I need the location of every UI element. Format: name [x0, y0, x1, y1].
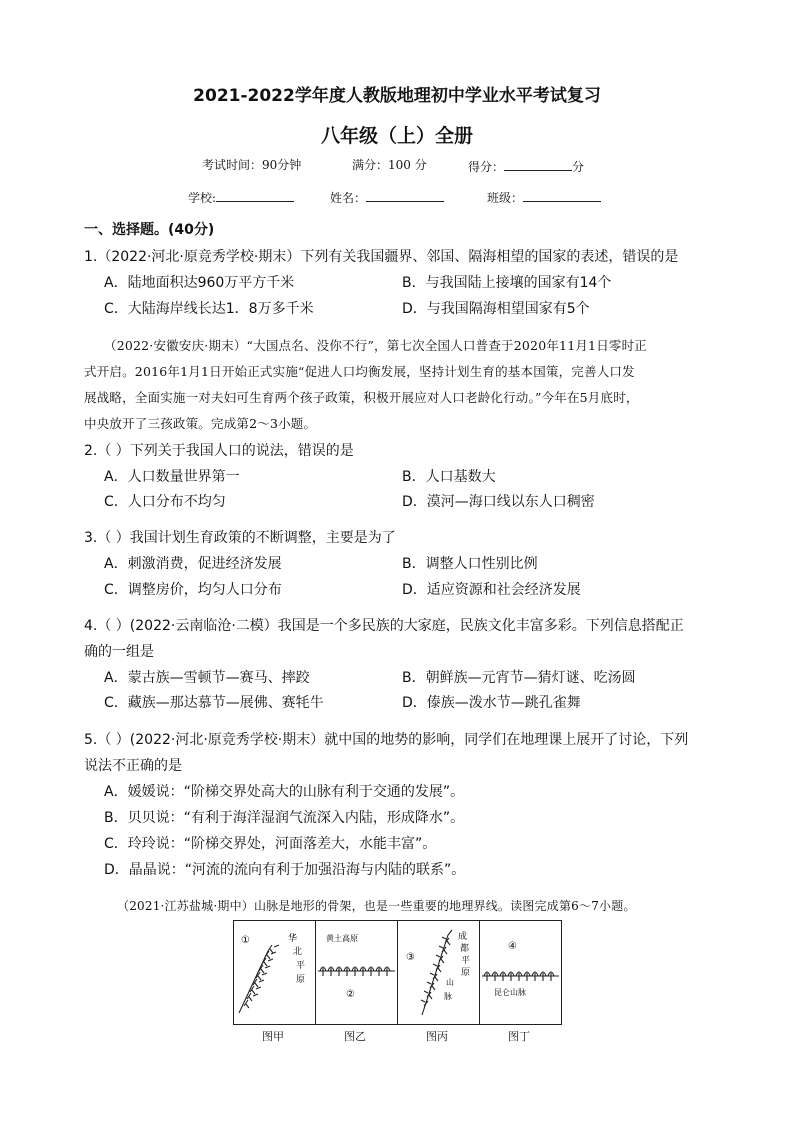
q3-stem: 3.（ ）我国计划生育政策的不断调整，主要是为了 — [84, 530, 396, 546]
caption-yi: 图乙 — [344, 1030, 366, 1043]
q3-option-d[interactable]: D．适应资源和社会经济发展 — [402, 582, 581, 598]
section-heading: 一、选择题。(40分) — [84, 222, 215, 238]
name-blank[interactable] — [366, 187, 444, 202]
panel-yi-number: ② — [346, 989, 355, 1000]
class-field — [487, 187, 601, 206]
q1-option-c[interactable]: C．大陆海岸线长达1．8万多千米 — [104, 301, 314, 317]
q1-option-b[interactable]: B．与我国陆上接壤的国家有14个 — [402, 275, 612, 291]
mountain-slope-drawing-bing — [398, 921, 479, 1024]
mountain-slope-drawing-yi — [316, 921, 397, 1024]
school-blank[interactable] — [216, 187, 294, 202]
q4-option-c[interactable]: C．藏族—那达慕节—展佛、赛牦牛 — [104, 695, 324, 711]
full-score: 满分：100 分 — [352, 158, 427, 172]
panel-bing-label-5: 山 — [446, 978, 454, 987]
score-blank[interactable] — [504, 156, 572, 171]
q5-stem-line1: 5.（ ）(2022·河北·原竞秀学校·期末）就中国的地势的影响，同学们在地理课上展开了讨论，下列 — [84, 732, 689, 748]
q1-option-a[interactable]: A．陆地面积达960万平方千米 — [104, 275, 295, 291]
panel-bing-label-4: 原 — [461, 968, 471, 978]
q5-option-a[interactable]: A．媛媛说：“阶梯交界处高大的山脉有利于交通的发展”。 — [104, 784, 465, 800]
school-label: 学校: — [188, 191, 217, 205]
figure-panel-jia — [233, 920, 316, 1025]
q2-option-c[interactable]: C．人口分布不均匀 — [104, 494, 226, 510]
panel-jia-label-3: 平 — [296, 961, 306, 971]
class-label: 班级： — [487, 191, 524, 205]
passage1-line3: 展战略，全面实施一对夫妇可生育两个孩子政策，积极开展应对人口老龄化行动。”今年在5月底时， — [84, 390, 639, 405]
exam-title: 2021-2022学年度人教版地理初中学业水平考试复习 — [193, 86, 601, 106]
name-label: 姓名： — [330, 191, 367, 205]
figure-panel-yi — [315, 920, 398, 1025]
q5-stem-line2: 说法不正确的是 — [84, 758, 182, 774]
q5-option-c[interactable]: C．玲玲说：“阶梯交界处，河面落差大，水能丰富”。 — [104, 836, 437, 852]
caption-jia: 图甲 — [262, 1030, 284, 1043]
panel-ding-label: 昆仑山脉 — [494, 988, 526, 997]
q2-option-a[interactable]: A．人口数量世界第一 — [104, 469, 240, 485]
caption-ding: 图丁 — [508, 1030, 530, 1043]
q1-stem: 1.（2022·河北·原竞秀学校·期末）下列有关我国疆界、邻国、隔海相望的国家的表述，错误的是 — [84, 249, 679, 265]
q3-option-a[interactable]: A．刺激消费，促进经济发展 — [104, 556, 282, 572]
mountain-slope-drawing-jia — [234, 921, 315, 1024]
panel-yi-label: 黄土高原 — [326, 934, 358, 943]
panel-bing-label-2: 都 — [460, 944, 470, 954]
class-blank[interactable] — [523, 187, 601, 202]
figure-panel-ding — [479, 920, 562, 1025]
q2-option-d[interactable]: D．漠河—海口线以东人口稠密 — [402, 494, 595, 510]
panel-jia-label-1: 华 — [288, 934, 298, 944]
q4-option-a[interactable]: A．蒙古族—雪顿节—赛马、摔跤 — [104, 670, 310, 686]
q5-option-d[interactable]: D．晶晶说：“河流的流向有利于加强沿海与内陆的联系”。 — [104, 862, 466, 878]
panel-jia-label-4: 原 — [296, 975, 306, 985]
panel-bing-number: ③ — [406, 952, 415, 963]
score-unit: 分 — [572, 160, 585, 174]
panel-bing-label-3: 平 — [461, 956, 471, 966]
q4-option-d[interactable]: D．傣族—泼水节—跳孔雀舞 — [402, 695, 581, 711]
school-field — [188, 187, 294, 206]
q1-option-d[interactable]: D．与我国隔海相望国家有5个 — [402, 301, 590, 317]
mountain-slope-drawing-ding — [480, 921, 561, 1024]
name-field — [330, 187, 444, 206]
passage1-line4: 中央放开了三孩政策。完成第2～3小题。 — [84, 416, 317, 431]
passage1-line1: （2022·安徽安庆·期末）“大国点名、没你不行”，第七次全国人口普查于2020年11月1日零时正 — [104, 338, 648, 353]
q4-stem-line1: 4.（ ）(2022·云南临沧·二模）我国是一个多民族的大家庭，民族文化丰富多彩。下列信息搭配正 — [84, 618, 684, 634]
q4-stem-line2: 确的一组是 — [84, 644, 154, 660]
q2-option-b[interactable]: B．人口基数大 — [402, 469, 496, 485]
exam-time: 考试时间：90分钟 — [202, 158, 302, 172]
q4-option-b[interactable]: B．朝鲜族—元宵节—猜灯谜、吃汤圆 — [402, 670, 636, 686]
caption-bing: 图丙 — [426, 1030, 448, 1043]
panel-bing-label-6: 脉 — [444, 992, 452, 1001]
passage2-line1: （2021·江苏盐城·期中）山脉是地形的骨架，也是一些重要的地理界线。读图完成第6～7小题。 — [117, 899, 636, 913]
q5-option-b[interactable]: B．贝贝说：“有利于海洋湿润气流深入内陆，形成降水”。 — [104, 810, 465, 826]
score-label: 得分： — [468, 160, 505, 174]
panel-jia-label-2: 北 — [293, 947, 303, 957]
panel-ding-number: ④ — [508, 941, 517, 952]
q2-stem: 2.（ ）下列关于我国人口的说法，错误的是 — [84, 443, 354, 459]
score-field — [468, 156, 584, 175]
q3-option-c[interactable]: C．调整房价，均匀人口分布 — [104, 582, 282, 598]
panel-bing-label-1: 成 — [458, 932, 468, 942]
passage1-line2: 式开启。2016年1月1日开始正式实施“促进人口均衡发展，坚持计划生育的基本国策，完善人口发 — [84, 364, 635, 379]
q3-option-b[interactable]: B．调整人口性别比例 — [402, 556, 538, 572]
panel-jia-number: ① — [241, 935, 250, 946]
figure-panel-bing — [397, 920, 480, 1025]
exam-subtitle: 八年级（上）全册 — [320, 125, 473, 147]
